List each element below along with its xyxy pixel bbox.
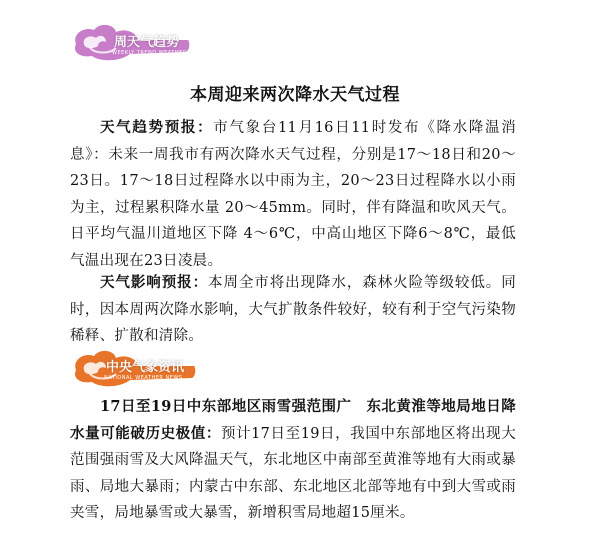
national-weather-paragraph <box>70 394 516 527</box>
impact-forecast-paragraph <box>70 270 516 350</box>
weekly-trend-banner <box>70 20 190 64</box>
paragraph-lead: 天气影响预报： <box>100 274 209 291</box>
trend-forecast-paragraph <box>70 115 516 274</box>
central-weather-banner <box>70 346 196 390</box>
banner-subtitle: NATIONAL WEATHER NEWS <box>104 375 183 381</box>
paragraph-lead: 17日至19日中东部地区雨雪强范围广 东北黄淮等地局地日降水量可能破历史极值： <box>70 398 516 442</box>
paragraph-lead: 天气趋势预报： <box>100 119 214 136</box>
paragraph-body: 预计17日至19日，我国中东部地区将出现大范围强雨雪及大风降温天气，东北地区中南部至黄淮等地有大雨或暴雨、局地大暴雨；内蒙古中东部、东北地区北部等地有中到大雪或雨夹雪，局地暴雪或大暴雪，新增积雪局地超15厘米。 <box>70 425 517 521</box>
banner-title: 周天气趋势 <box>114 35 180 50</box>
paragraph-body: 市气象台11月16日11时发布《降水降温消息》：未来一周我市有两次降水天气过程，分别是17～18日和20～23日。17～18日过程降水以中雨为主，20～23日过程降水以小雨为主，过程累积降水量 20～45mm。同时，伴有降温和吹风天气。日平均气温川道地区下降 4～6℃，中高山地区下降6～8℃，最低气温出现在23日凌晨。 <box>70 120 516 269</box>
paragraph-body: 本周全市将出现降水，森林火险等级较低。同时，因本周两次降水影响，大气扩散条件较好，较有利于空气污染物稀释、扩散和清除。 <box>70 275 516 344</box>
banner-subtitle: WEEKLY TREND WEATHER <box>112 50 187 56</box>
banner-title: 中央气象资讯 <box>106 360 185 375</box>
page-title: 本周迎来两次降水天气过程 <box>190 85 400 105</box>
